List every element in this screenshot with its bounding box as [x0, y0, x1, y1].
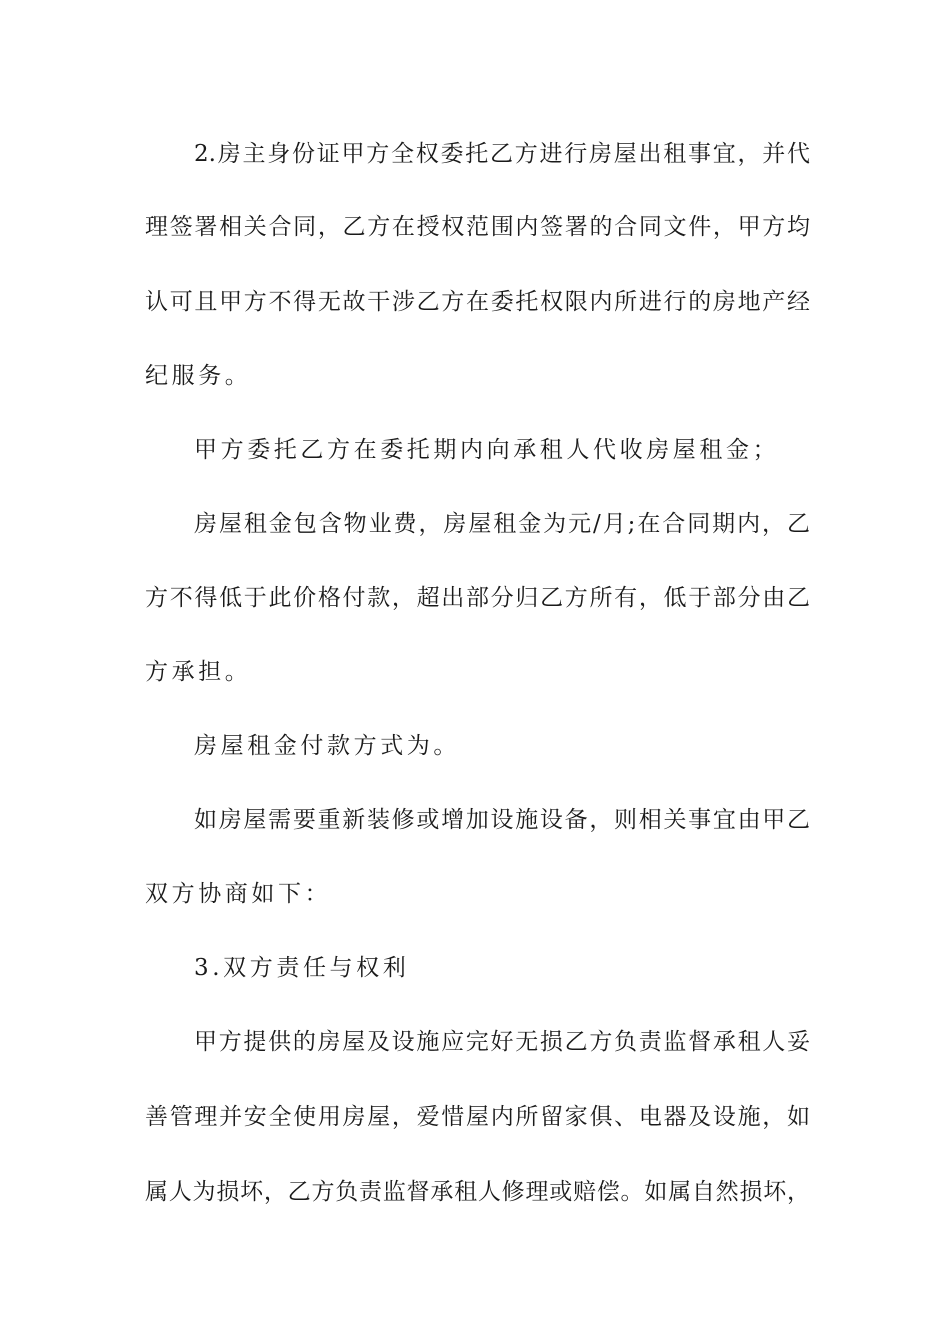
paragraph-line: 纪服务。 — [145, 363, 252, 389]
paragraph-line: 甲方提供的房屋及设施应完好无损乙方负责监督承租人妥 — [194, 1029, 810, 1055]
paragraph-line: 2.房主身份证甲方全权委托乙方进行房屋出租事宜，并代 — [194, 141, 810, 167]
paragraph-line: 属人为损坏，乙方负责监督承租人修理或赔偿。如属自然损坏， — [145, 1179, 810, 1205]
paragraph-line: 理签署相关合同，乙方在授权范围内签署的合同文件，甲方均 — [145, 214, 810, 240]
paragraph-line: 如房屋需要重新装修或增加设施设备，则相关事宜由甲乙 — [194, 807, 810, 833]
paragraph-line: 双方协商如下： — [145, 881, 332, 907]
paragraph-line: 甲方委托乙方在委托期内向承租人代收房屋租金； — [194, 437, 780, 463]
section-heading: 3.双方责任与权利 — [194, 955, 410, 981]
paragraph-line: 善管理并安全使用房屋，爱惜屋内所留家俱、电器及设施，如 — [145, 1104, 810, 1130]
paragraph-line: 房屋租金付款方式为。 — [194, 733, 460, 759]
paragraph-line: 认可且甲方不得无故干涉乙方在委托权限内所进行的房地产经 — [145, 289, 810, 315]
paragraph-line: 方承担。 — [145, 659, 252, 685]
paragraph-line: 房屋租金包含物业费，房屋租金为元/月;在合同期内，乙 — [194, 511, 810, 537]
paragraph-line: 方不得低于此价格付款，超出部分归乙方所有，低于部分由乙 — [145, 585, 810, 611]
